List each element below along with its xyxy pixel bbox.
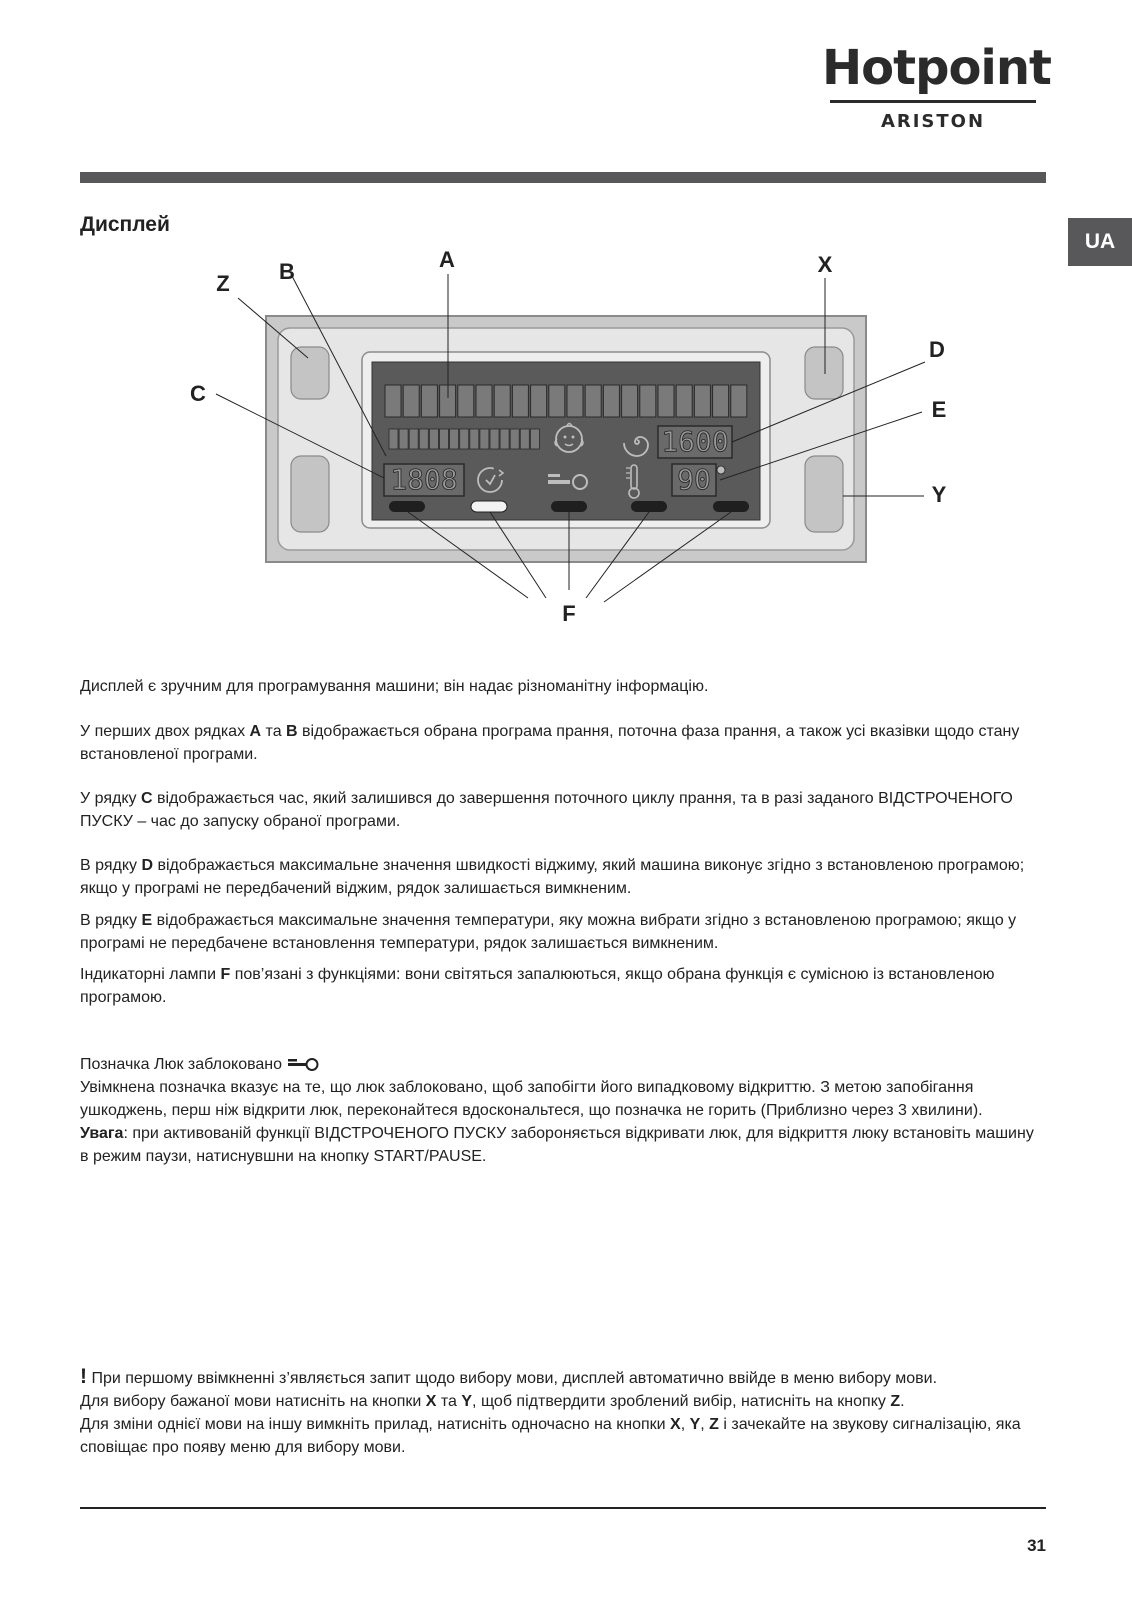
row-a-cell bbox=[476, 385, 492, 417]
row-a-cell bbox=[512, 385, 528, 417]
page-number: 31 bbox=[1027, 1536, 1046, 1555]
lock-icon bbox=[287, 1056, 321, 1072]
row-b-segments bbox=[389, 429, 539, 449]
footer-divider bbox=[80, 1507, 1046, 1509]
row-a-cell bbox=[385, 385, 401, 417]
p2-pre: У перших двох рядках bbox=[80, 723, 250, 740]
p2-post: відображається обрана програма прання, поточна фаза прання, а також усі вказівки щодо стану встановленої програми. bbox=[80, 723, 1020, 763]
row-a-cell bbox=[494, 385, 510, 417]
callout-c: C bbox=[190, 381, 206, 406]
button-x bbox=[805, 347, 843, 399]
p5-post: відображається максимальне значення температури, яку можна вибрати згідно з встановленою програмою; якщо у програмі не передбачене встановлення температури, рядок залишається вимкненим. bbox=[80, 912, 1017, 952]
callout-y: Y bbox=[931, 482, 947, 507]
row-b-cell bbox=[399, 429, 408, 449]
row-b-cell bbox=[450, 429, 459, 449]
row-b-cell bbox=[389, 429, 398, 449]
row-b-cell bbox=[460, 429, 469, 449]
p4-pre: В рядку bbox=[80, 857, 142, 874]
p5-e: E bbox=[141, 912, 153, 929]
paragraph-e bbox=[80, 909, 1046, 955]
row-a-cell bbox=[421, 385, 437, 417]
indicator-lamp-4 bbox=[631, 501, 667, 512]
note-line-3-pre: Для зміни однієї мови на іншу вимкніть прилад, натисніть одночасно на кнопки bbox=[80, 1416, 671, 1433]
note-y: Y bbox=[461, 1393, 473, 1410]
paragraph-d bbox=[80, 854, 1046, 900]
header-divider bbox=[80, 172, 1046, 183]
note-z: Z bbox=[890, 1393, 901, 1410]
note-comma-1: , bbox=[680, 1416, 690, 1433]
language-tab: UA bbox=[1068, 218, 1132, 266]
paragraph-1: Дисплей є зручним для програмування машини; він надає різноманітну інформацію. bbox=[80, 678, 709, 695]
callout-a: A bbox=[439, 247, 455, 272]
section-title: Дисплей bbox=[80, 213, 170, 236]
row-a-cell bbox=[713, 385, 729, 417]
note-y2: Y bbox=[689, 1416, 701, 1433]
indicator-lamp-3 bbox=[551, 501, 587, 512]
row-a-cell bbox=[676, 385, 692, 417]
callout-d: D bbox=[929, 337, 945, 362]
callout-e: E bbox=[931, 397, 947, 422]
p2-b: B bbox=[286, 723, 298, 740]
indicator-lamp-2 bbox=[471, 501, 507, 512]
button-z bbox=[291, 347, 329, 399]
row-a-cell bbox=[694, 385, 710, 417]
indicator-lamp-5 bbox=[713, 501, 749, 512]
p3-pre: У рядку bbox=[80, 790, 141, 807]
p6-f: F bbox=[220, 966, 231, 983]
p3-c: C bbox=[140, 790, 153, 807]
row-b-cell bbox=[470, 429, 479, 449]
row-a-cell bbox=[603, 385, 619, 417]
brand-logo bbox=[822, 40, 1051, 132]
row-a-cell bbox=[658, 385, 674, 417]
note-line-2-mid: , щоб підтвердити зроблений вибір, натисніть на кнопку bbox=[472, 1393, 891, 1410]
p6-pre: Індикаторні лампи bbox=[80, 966, 221, 983]
row-b-cell bbox=[440, 429, 449, 449]
p5-pre: В рядку bbox=[80, 912, 142, 929]
note-z2: Z bbox=[709, 1416, 719, 1433]
row-a-cell bbox=[622, 385, 638, 417]
indicator-lamp-1 bbox=[389, 501, 425, 512]
row-b-cell bbox=[530, 429, 539, 449]
p2-a: A bbox=[249, 723, 262, 740]
brand-name: Hotpoint bbox=[822, 40, 1051, 96]
degree-dot bbox=[717, 466, 725, 474]
note-x: X bbox=[425, 1393, 437, 1410]
paragraph-intro bbox=[80, 675, 1046, 698]
p4-d: D bbox=[141, 857, 154, 874]
row-a-cell bbox=[403, 385, 419, 417]
lock-section bbox=[80, 1053, 1046, 1168]
row-b-cell bbox=[520, 429, 529, 449]
paragraph-c bbox=[80, 787, 1046, 833]
language-note bbox=[80, 1365, 1046, 1459]
spin-display: 1600 bbox=[661, 425, 729, 458]
row-a-cell bbox=[458, 385, 474, 417]
row-a-cell bbox=[567, 385, 583, 417]
temp-display: 90 bbox=[677, 463, 711, 496]
p6-post: пов’язані з функціями: вони світяться запалюються, якщо обрана функція є сумісною із встановленою програмою. bbox=[80, 966, 995, 1006]
note-line-1: При першому ввімкненні з’являється запит щодо вибору мови, дисплей автоматично ввійде в меню вибору мови. bbox=[87, 1370, 938, 1387]
row-b-cell bbox=[510, 429, 519, 449]
row-a-cell bbox=[549, 385, 565, 417]
callout-b: B bbox=[279, 259, 295, 284]
row-a-cell bbox=[585, 385, 601, 417]
p3-post: відображається час, який залишився до завершення поточного циклу прання, та в разі заданого ВІДСТРОЧЕНОГО ПУСКУ – час до запуску обраної програми. bbox=[80, 790, 1013, 830]
row-b-cell bbox=[480, 429, 489, 449]
brand-rule bbox=[830, 100, 1036, 103]
row-b-cell bbox=[500, 429, 509, 449]
lock-text: Увімкнена позначка вказує на те, що люк заблоковано, щоб запобігти його випадковому відкриттю. З метою запобігання ушкоджень, перш ніж відкрити люк, переконайтеся вдоскональтеся, що позначка не горить (Приблизно через 3 хвилини). bbox=[80, 1079, 983, 1119]
callout-f: F bbox=[562, 601, 576, 626]
row-b-cell bbox=[429, 429, 438, 449]
row-b-cell bbox=[409, 429, 418, 449]
button-left-bottom bbox=[291, 456, 329, 532]
paragraph-f bbox=[80, 963, 1046, 1009]
button-y bbox=[805, 456, 843, 532]
paragraph-ab bbox=[80, 720, 1046, 766]
callout-z: Z bbox=[216, 271, 230, 296]
note-comma-2: , bbox=[700, 1416, 710, 1433]
time-display: 1808 bbox=[390, 463, 458, 496]
p2-mid: та bbox=[261, 723, 287, 740]
warning-text: : при активованій функції ВІДСТРОЧЕНОГО ПУСКУ забороняється відкривати люк, для відкриття люку встановіть машину в режим паузи, натиснувшни на кнопку START/PAUSE. bbox=[80, 1125, 1034, 1165]
warning-label: Увага bbox=[80, 1125, 124, 1142]
p4-post: відображається максимальне значення швидкості віджиму, який машина виконує згідно з встановленою програмою; якщо у програмі не передбачений віджим, рядок залишається вимкненим. bbox=[80, 857, 1025, 897]
note-line-3-post: і зачекайте на звукову сигналізацію, яка сповіщає про появу меню для вибору мови. bbox=[80, 1416, 1021, 1456]
row-a-cell bbox=[640, 385, 656, 417]
row-b-cell bbox=[490, 429, 499, 449]
row-a-cell bbox=[731, 385, 747, 417]
display-diagram bbox=[180, 246, 970, 636]
callout-x: X bbox=[817, 252, 833, 277]
note-x2: X bbox=[670, 1416, 681, 1433]
brand-sub: ARISTON bbox=[880, 111, 986, 132]
note-line-2-pre: Для вибору бажаної мови натисніть на кнопки bbox=[80, 1393, 426, 1410]
lock-title: Позначка Люк заблоковано bbox=[80, 1056, 283, 1073]
note-and: та bbox=[436, 1393, 462, 1410]
note-mark: ! bbox=[80, 1365, 87, 1388]
row-b-cell bbox=[419, 429, 428, 449]
row-a-cell bbox=[531, 385, 547, 417]
note-dot: . bbox=[900, 1393, 905, 1410]
